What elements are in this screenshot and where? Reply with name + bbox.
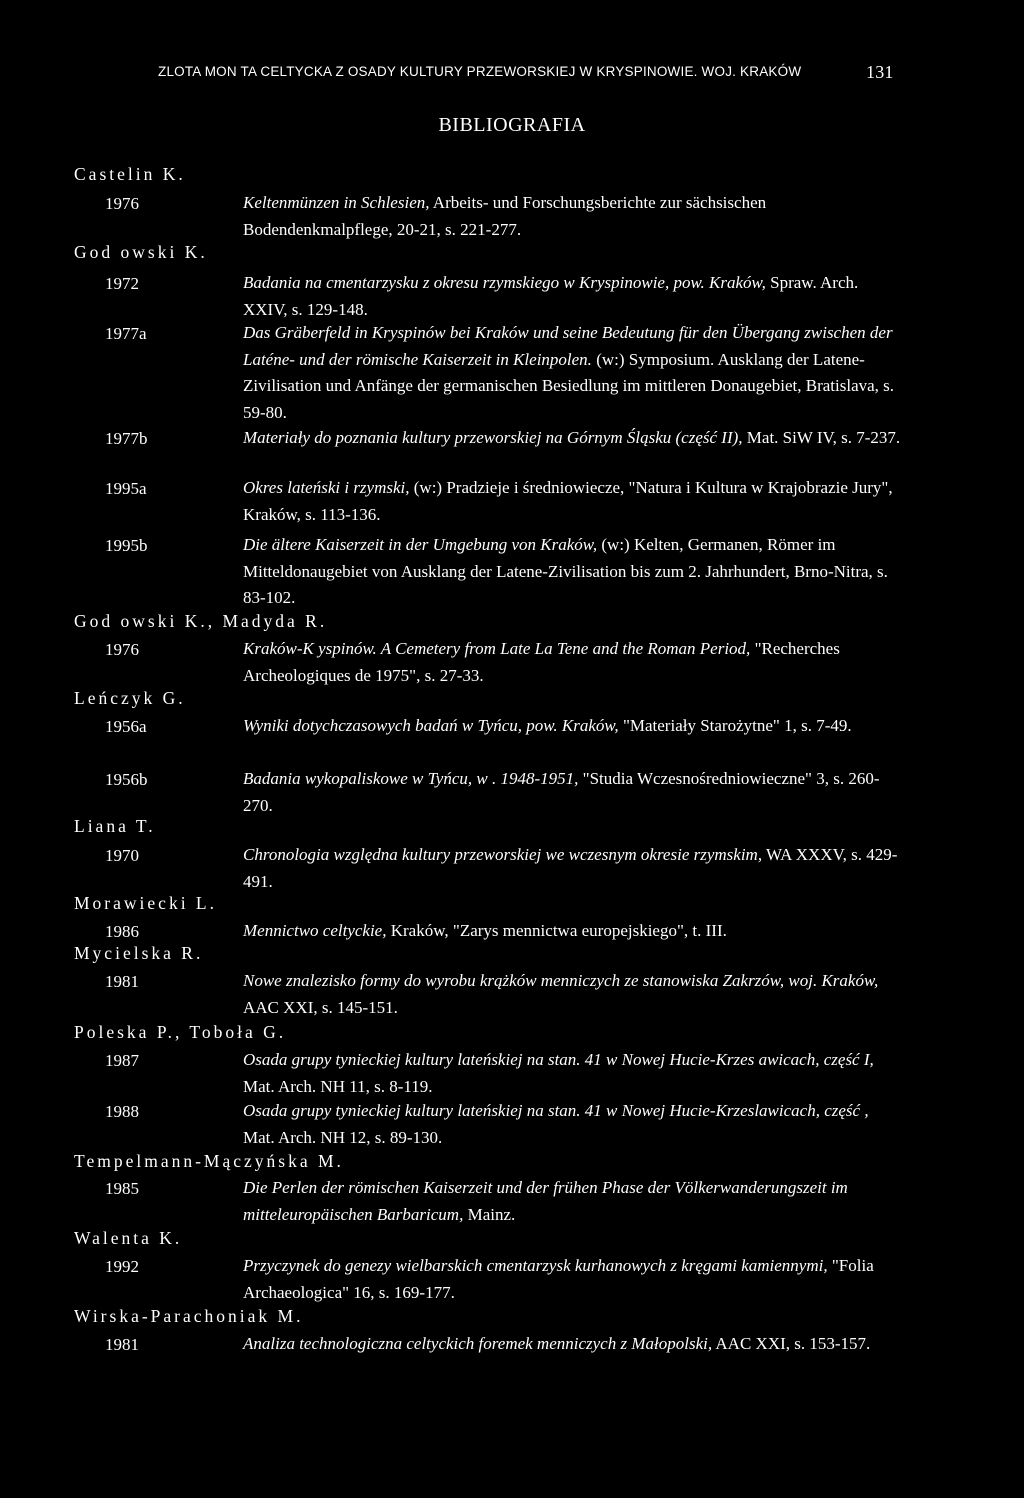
entry-title: Badania na cmentarzysku z okresu rzymskiego w Kryspinowie, pow. Kraków,	[243, 273, 766, 292]
author-name: Poleska P., Toboła G.	[74, 1022, 287, 1042]
page-number: 131	[866, 62, 894, 82]
entry-reference	[243, 918, 903, 945]
entry-year: 1977b	[105, 429, 148, 448]
entry-details: (w:) Pradzieje i średniowiecze, "Natura i Kultura w Krajobrazie Jury", Kraków, s. 113-136.	[243, 478, 893, 524]
entry-reference	[243, 1047, 903, 1100]
entry-reference	[243, 532, 903, 612]
entry-reference	[243, 1098, 903, 1151]
entry-reference	[243, 425, 903, 452]
entry-details: (w:) Kelten, Germanen, Römer im Mitteldonaugebiet von Ausklang der Latene-Zivilisation bis zum 2. Jahrhundert, Brno-Nitra, s. 83-102.	[243, 535, 888, 607]
entry-reference	[243, 1175, 903, 1228]
entry-details: Kraków, "Zarys mennictwa europejskiego", t. III.	[386, 921, 727, 940]
entry-reference	[243, 320, 903, 426]
author-name: Leńczyk G.	[74, 688, 186, 708]
entry-title: Materiały do poznania kultury przeworskiej na Górnym Śląsku (część II),	[243, 428, 743, 447]
entry-details: Spraw. Arch. XXIV, s. 129-148.	[243, 273, 859, 319]
entry-reference	[243, 1253, 903, 1306]
entry-reference	[243, 842, 903, 895]
entry-details: WA XXXV, s. 429-491.	[243, 845, 898, 891]
entry-title: Wyniki dotychczasowych badań w Tyńcu, pow. Kraków,	[243, 716, 619, 735]
entry-title: Die Perlen der römischen Kaiserzeit und der frühen Phase der Völkerwanderungszeit im mitteleuropäischen Barbaricum,	[243, 1178, 848, 1224]
author-name: Mycielska R.	[74, 943, 204, 963]
author-name: Wirska-Parachoniak M.	[74, 1306, 304, 1326]
entry-title: Analiza technologiczna celtyckich foremek menniczych z Małopolski,	[243, 1334, 713, 1353]
entry-details: Mat. Arch. NH 12, s. 89-130.	[243, 1127, 443, 1147]
author-name: Liana T.	[74, 816, 156, 836]
entry-reference	[243, 270, 903, 323]
entry-year: 1977a	[105, 324, 147, 343]
entry-details: "Studia Wczesnośredniowieczne" 3, s. 260-270.	[243, 769, 880, 815]
entry-reference	[243, 475, 903, 528]
entry-title: Okres lateński i rzymski,	[243, 478, 410, 497]
entry-details: Mat. Arch. NH 11, s. 8-119.	[243, 1076, 433, 1096]
entry-year: 1986	[105, 922, 139, 941]
entry-reference	[243, 190, 903, 243]
entry-title: Osada grupy tynieckiej kultury lateńskiej na stan. 41 w Nowej Hucie-Krzes awicach, część I,	[243, 1050, 874, 1069]
entry-reference	[243, 636, 903, 689]
entry-year: 1976	[105, 194, 139, 213]
author-name: God owski K.	[74, 242, 208, 262]
entry-year: 1995b	[105, 536, 148, 555]
entry-details: "Folia Archaeologica" 16, s. 169-177.	[243, 1256, 874, 1302]
entry-year: 1956a	[105, 717, 147, 736]
author-name: Walenta K.	[74, 1228, 183, 1248]
entry-year: 1992	[105, 1257, 139, 1276]
entry-title: Mennictwo celtyckie,	[243, 921, 387, 940]
entry-year: 1970	[105, 846, 139, 865]
entry-details: Arbeits- und Forschungsberichte zur sächsischen Bodendenkmalpflege, 20-21, s. 221-277.	[243, 193, 767, 239]
author-name: Morawiecki L.	[74, 893, 217, 913]
entry-title: Kraków-K yspinów. A Cemetery from Late La Tene and the Roman Period,	[243, 639, 751, 658]
entry-details: AAC XXI, s. 145-151.	[243, 997, 398, 1017]
entry-year: 1956b	[105, 770, 148, 789]
author-name: God owski K., Madyda R.	[74, 611, 328, 631]
entry-details: AAC XXI, s. 153-157.	[712, 1334, 871, 1353]
entry-year: 1988	[105, 1102, 139, 1121]
author-name: Tempelmann-Mączyńska M.	[74, 1151, 344, 1171]
entry-details: "Materiały Starożytne" 1, s. 7-49.	[618, 716, 852, 735]
entry-reference	[243, 713, 903, 740]
entry-year: 1981	[105, 972, 139, 991]
entry-reference	[243, 1331, 903, 1358]
entry-title: Chronologia względna kultury przeworskiej we wczesnym okresie rzymskim,	[243, 845, 763, 864]
entry-title: Die ältere Kaiserzeit in der Umgebung von Kraków,	[243, 535, 598, 554]
entry-title: Keltenmünzen in Schlesien,	[243, 193, 430, 212]
entry-title: Das Gräberfeld in Kryspinów bei Kraków und seine Bedeutung für den Übergang zwischen der Laténe- und der römische Kaiserzeit in Kleinpolen.	[243, 323, 893, 369]
entry-details: Mat. SiW IV, s. 7-237.	[742, 428, 901, 447]
entry-year: 1981	[105, 1335, 139, 1354]
author-name: Castelin K.	[74, 164, 186, 184]
entry-title: Nowe znalezisko formy do wyrobu krążków menniczych ze stanowiska Zakrzów, woj. Kraków,	[243, 971, 879, 990]
entry-reference	[243, 968, 903, 1021]
entry-year: 1972	[105, 274, 139, 293]
entry-details: (w:) Symposium. Ausklang der Latene-Zivilisation und Anfänge der germanischen Besiedlung im mittleren Donaugebiet, Bratislava, s. 59-80.	[243, 349, 895, 422]
entry-details: Mainz.	[463, 1204, 516, 1224]
entry-title: Badania wykopaliskowe w Tyńcu, w . 1948-1951,	[243, 769, 579, 788]
entry-year: 1987	[105, 1051, 139, 1070]
entry-title: Przyczynek do genezy wielbarskich cmentarzysk kurhanowych z kręgami kamiennymi,	[243, 1256, 828, 1275]
entry-year: 1985	[105, 1179, 139, 1198]
entry-year: 1995a	[105, 479, 147, 498]
entry-title: Osada grupy tynieckiej kultury lateńskiej na stan. 41 w Nowej Hucie-Krzeslawicach, część ,	[243, 1101, 869, 1120]
entry-details: "Recherches Archeologiques de 1975", s. 27-33.	[243, 639, 840, 685]
entry-year: 1976	[105, 640, 139, 659]
running-title: ZLOTA MON TA CELTYCKA Z OSADY KULTURY PRZEWORSKIEJ W KRYSPINOWIE. WOJ. KRAKÓW	[158, 64, 802, 79]
entry-reference	[243, 766, 903, 819]
section-title: BIBLIOGRAFIA	[438, 114, 586, 136]
